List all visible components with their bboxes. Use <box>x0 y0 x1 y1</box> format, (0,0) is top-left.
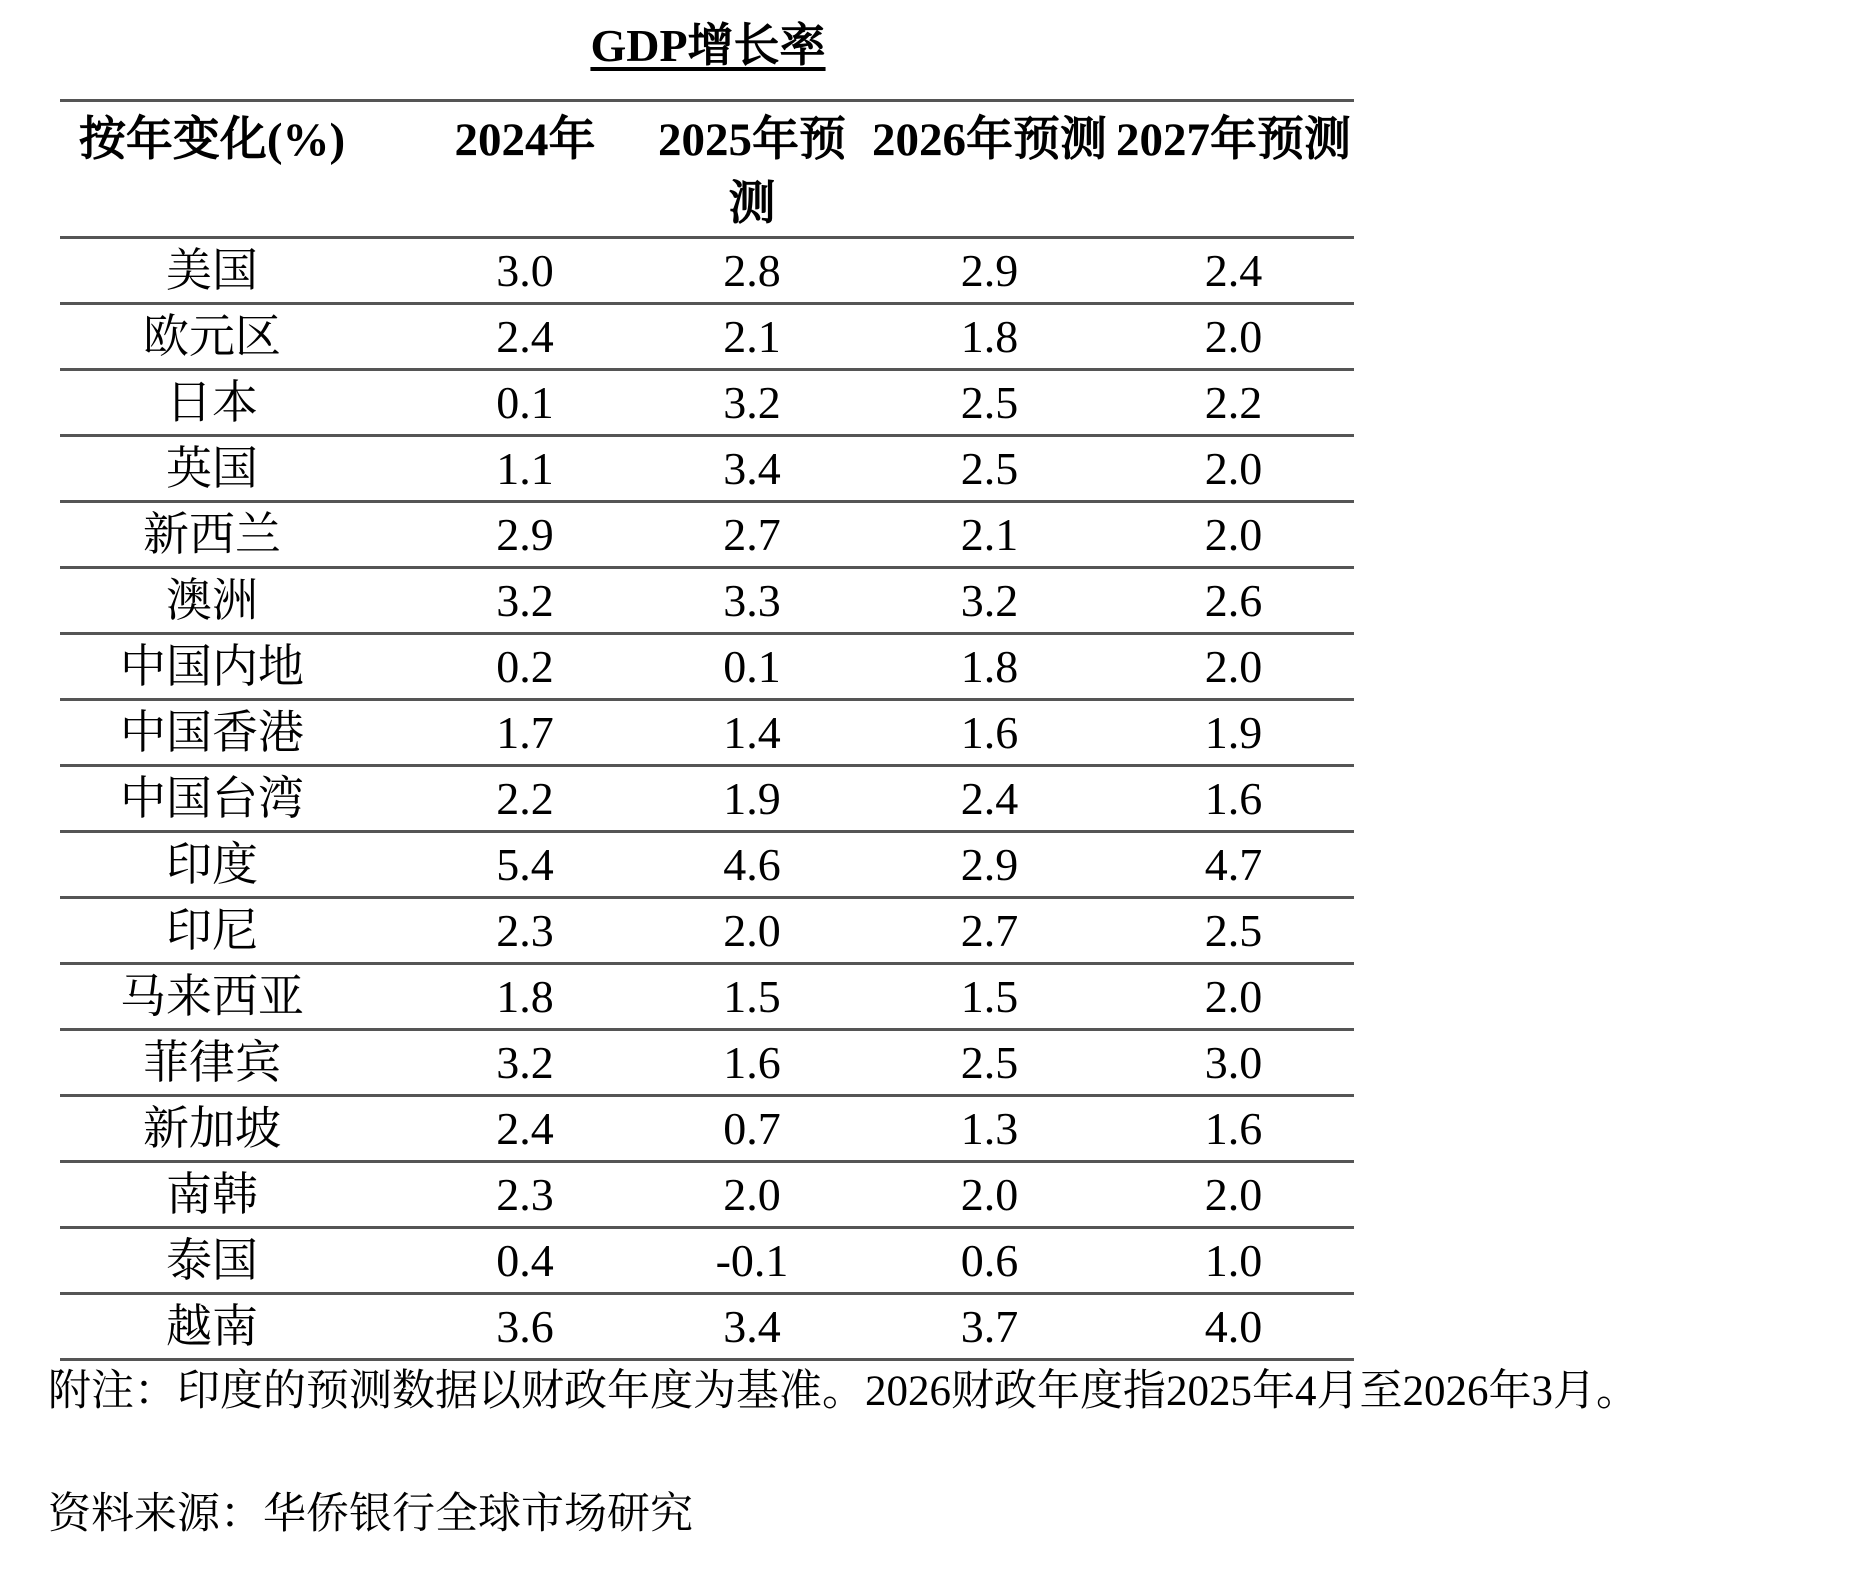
table-row <box>60 1030 1354 1096</box>
growth-value-cell: 2.4 <box>496 310 554 362</box>
growth-value-cell: 2.0 <box>1204 640 1263 692</box>
gdp-growth-table <box>60 99 1354 1361</box>
growth-value-cell: 2.3 <box>496 1168 554 1220</box>
region-label: 英国 <box>166 442 258 494</box>
growth-value-cell: 2.4 <box>960 772 1019 824</box>
growth-value-cell: 3.7 <box>960 1300 1019 1352</box>
growth-value-cell: 1.8 <box>496 970 554 1022</box>
table-row <box>60 238 1354 304</box>
table-row <box>60 898 1354 964</box>
growth-value-cell: 4.7 <box>1204 838 1263 890</box>
growth-value-cell: 2.0 <box>1204 310 1263 362</box>
growth-value-cell: 0.1 <box>723 640 781 692</box>
growth-value-cell: 2.9 <box>960 244 1019 296</box>
region-label: 南韩 <box>166 1168 258 1220</box>
region-label: 美国 <box>166 244 258 296</box>
column-header-2026: 2026年预测 <box>872 114 1107 166</box>
growth-value-cell: 2.0 <box>1204 970 1263 1022</box>
growth-value-cell: 3.2 <box>960 574 1019 626</box>
region-label: 马来西亚 <box>120 970 304 1022</box>
growth-value-cell: 1.6 <box>1204 1102 1263 1154</box>
growth-value-cell: 3.3 <box>723 574 781 626</box>
growth-value-cell: 1.5 <box>960 970 1019 1022</box>
region-label: 新加坡 <box>143 1102 281 1154</box>
header-row <box>60 101 1354 238</box>
growth-value-cell: 2.7 <box>960 904 1019 956</box>
table-row <box>60 436 1354 502</box>
region-label: 印度 <box>166 838 258 890</box>
table-row <box>60 502 1354 568</box>
growth-value-cell: 2.4 <box>496 1102 554 1154</box>
growth-value-cell: 1.6 <box>1204 772 1263 824</box>
growth-value-cell: 3.0 <box>496 244 554 296</box>
growth-value-cell: 2.5 <box>960 376 1019 428</box>
table-row <box>60 1294 1354 1360</box>
growth-value-cell: 2.2 <box>1204 376 1263 428</box>
table-row <box>60 634 1354 700</box>
region-label: 欧元区 <box>143 310 281 362</box>
growth-value-cell: 2.0 <box>723 1168 781 1220</box>
column-header-2024: 2024年 <box>454 114 596 166</box>
table-row <box>60 370 1354 436</box>
growth-value-cell: 2.0 <box>1204 442 1263 494</box>
table-row <box>60 1162 1354 1228</box>
growth-value-cell: 0.2 <box>496 640 554 692</box>
growth-value-cell: 2.7 <box>723 508 781 560</box>
growth-value-cell: 2.0 <box>1204 508 1263 560</box>
growth-value-cell: 1.1 <box>496 442 554 494</box>
growth-value-cell: 4.0 <box>1204 1300 1263 1352</box>
growth-value-cell: 3.0 <box>1204 1036 1263 1088</box>
table-row <box>60 304 1354 370</box>
table-row <box>60 1096 1354 1162</box>
growth-value-cell: 1.3 <box>960 1102 1019 1154</box>
chart-title: GDP增长率 <box>590 20 826 71</box>
growth-value-cell: 1.6 <box>960 706 1019 758</box>
growth-value-cell: 1.7 <box>496 706 554 758</box>
growth-value-cell: 1.9 <box>723 772 781 824</box>
growth-value-cell: 0.4 <box>496 1234 554 1286</box>
growth-value-cell: 3.2 <box>496 574 554 626</box>
growth-value-cell: 2.4 <box>1204 244 1263 296</box>
region-label: 菲律宾 <box>143 1036 281 1088</box>
region-label: 中国台湾 <box>120 772 304 824</box>
region-label: 澳洲 <box>166 574 258 626</box>
growth-value-cell: 1.0 <box>1204 1234 1263 1286</box>
growth-value-cell: 2.0 <box>960 1168 1019 1220</box>
growth-value-cell: 2.5 <box>960 442 1019 494</box>
growth-value-cell: 3.4 <box>723 1300 781 1352</box>
growth-value-cell: 4.6 <box>723 838 781 890</box>
region-label: 日本 <box>166 376 258 428</box>
growth-value-cell: 1.8 <box>960 640 1019 692</box>
table-row <box>60 832 1354 898</box>
table-header <box>60 101 1354 238</box>
region-label: 印尼 <box>166 904 258 956</box>
growth-value-cell: 2.0 <box>723 904 781 956</box>
region-label: 中国内地 <box>120 640 304 692</box>
growth-value-cell: 0.1 <box>496 376 554 428</box>
table-row <box>60 766 1354 832</box>
growth-value-cell: 2.3 <box>496 904 554 956</box>
growth-value-cell: 1.5 <box>723 970 781 1022</box>
growth-value-cell: 3.2 <box>496 1036 554 1088</box>
growth-value-cell: 2.8 <box>723 244 781 296</box>
growth-value-cell: 2.5 <box>960 1036 1019 1088</box>
growth-value-cell: 2.2 <box>496 772 554 824</box>
growth-value-cell: -0.1 <box>715 1234 789 1286</box>
growth-value-cell: 3.2 <box>723 376 781 428</box>
column-header-change: 按年变化(%) <box>78 114 346 166</box>
growth-value-cell: 1.9 <box>1204 706 1263 758</box>
table-row <box>60 964 1354 1030</box>
growth-value-cell: 2.1 <box>723 310 781 362</box>
table-body <box>60 238 1354 1360</box>
growth-value-cell: 2.5 <box>1204 904 1263 956</box>
table-row <box>60 568 1354 634</box>
table-row <box>60 700 1354 766</box>
growth-value-cell: 3.4 <box>723 442 781 494</box>
footnote: 附注：印度的预测数据以财政年度为基准。2026财政年度指2025年4月至2026年3月。 <box>48 1368 1639 1415</box>
region-label: 越南 <box>166 1300 258 1352</box>
source-note: 资料来源：华侨银行全球市场研究 <box>48 1491 693 1538</box>
growth-value-cell: 2.9 <box>496 508 554 560</box>
growth-value-cell: 2.6 <box>1204 574 1263 626</box>
growth-value-cell: 1.8 <box>960 310 1019 362</box>
growth-value-cell: 0.7 <box>723 1102 781 1154</box>
growth-value-cell: 3.6 <box>496 1300 554 1352</box>
region-label: 泰国 <box>166 1234 258 1286</box>
growth-value-cell: 2.0 <box>1204 1168 1263 1220</box>
region-label: 新西兰 <box>143 508 281 560</box>
growth-value-cell: 0.6 <box>960 1234 1019 1286</box>
growth-value-cell: 2.9 <box>960 838 1019 890</box>
region-label: 中国香港 <box>120 706 304 758</box>
growth-value-cell: 1.6 <box>723 1036 781 1088</box>
column-header-2025: 2025年预测 <box>658 114 846 230</box>
growth-value-cell: 5.4 <box>496 838 554 890</box>
growth-value-cell: 2.1 <box>960 508 1019 560</box>
column-header-2027: 2027年预测 <box>1116 114 1351 166</box>
growth-value-cell: 1.4 <box>723 706 781 758</box>
table-row <box>60 1228 1354 1294</box>
